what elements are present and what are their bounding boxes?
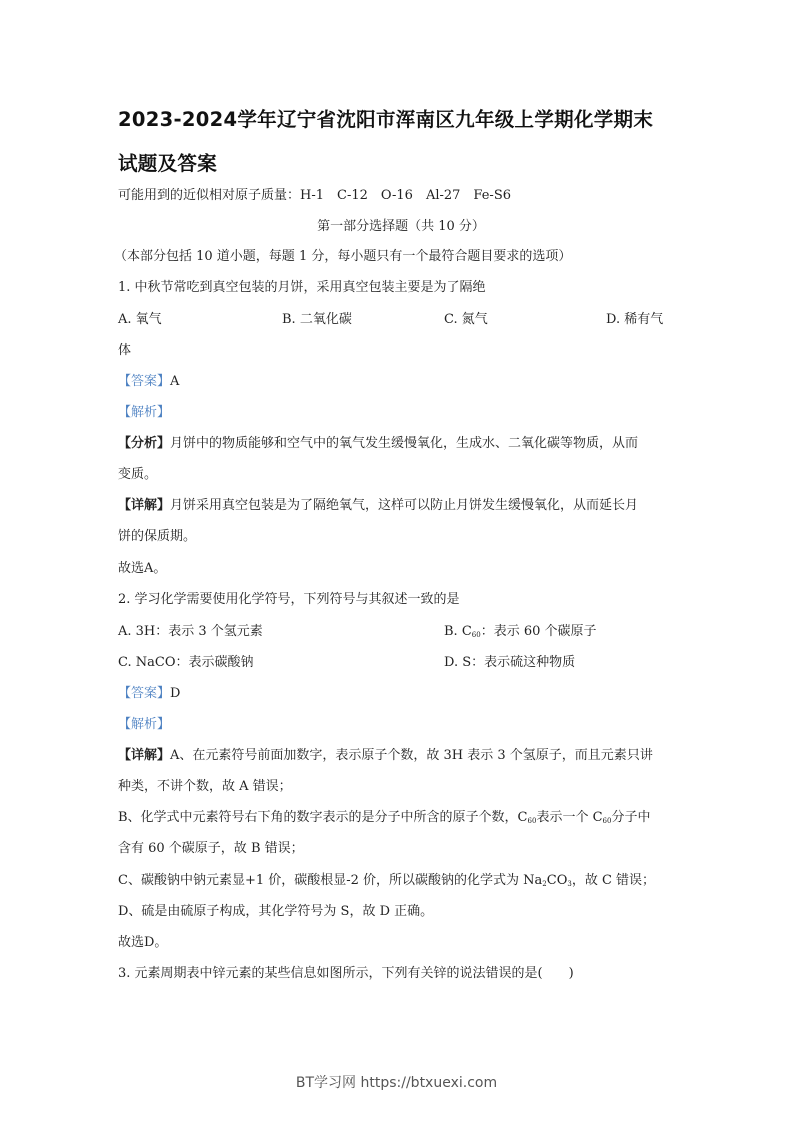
q1-stem: 1. 中秋节常吃到真空包装的月饼，采用真空包装主要是为了隔绝 bbox=[118, 280, 486, 295]
q1-detail-line2: 饼的保质期。 bbox=[118, 529, 197, 544]
q2-option-b-prefix: B. C bbox=[444, 624, 472, 639]
text: ，故 C 错误； bbox=[571, 873, 656, 888]
detail-label: 【详解】 bbox=[118, 748, 171, 763]
q1-option-a: A. 氧气 bbox=[118, 312, 162, 327]
detail-text: A、在元素符号前面加数字，表示原子个数，故 3H 表示 3 个氢原子，而且元素只讲 bbox=[170, 748, 653, 763]
q2-detail-c bbox=[118, 873, 655, 892]
q2-detail-a2: 种类，不讲个数，故 A 错误； bbox=[118, 779, 292, 794]
q1-answer bbox=[118, 374, 179, 390]
subscript: 2 bbox=[542, 880, 547, 888]
text: B、化学式中元素符号右下角的数字表示的是分子中所含的原子个数，C bbox=[118, 810, 528, 825]
q1-analysis-label: 【解析】 bbox=[118, 405, 171, 420]
q2-option-c: C. NaCO：表示碳酸钠 bbox=[118, 655, 254, 670]
q2-option-a: A. 3H：表示 3 个氢元素 bbox=[118, 624, 263, 639]
text: C、碳酸钠中钠元素显+1 价，碳酸根显-2 价，所以碳酸钠的化学式为 Na bbox=[118, 873, 543, 888]
q1-option-b: B. 二氧化碳 bbox=[282, 312, 352, 327]
q1-option-c: C. 氮气 bbox=[444, 312, 488, 327]
q3-stem: 3. 元素周期表中锌元素的某些信息如图所示，下列有关锌的说法错误的是( ) bbox=[118, 966, 574, 981]
q1-fenxi-line2: 变质。 bbox=[118, 467, 158, 482]
answer-value: D bbox=[170, 686, 181, 701]
q2-detail-a bbox=[118, 748, 653, 764]
answer-label: 【答案】 bbox=[118, 686, 171, 701]
q2-detail-d: D、硫是由硫原子构成，其化学符号为 S，故 D 正确。 bbox=[118, 904, 434, 919]
q2-detail-b2: 含有 60 个碳原子，故 B 错误； bbox=[118, 841, 304, 856]
answer-value: A bbox=[170, 374, 180, 389]
footer-watermark: BT学习网 https://btxuexi.com bbox=[295, 1075, 498, 1091]
subscript: 3 bbox=[567, 880, 572, 888]
q1-option-d: D. 稀有气 bbox=[606, 312, 664, 327]
text: CO bbox=[546, 873, 568, 888]
subscript: 60 bbox=[471, 631, 481, 639]
subscript: 60 bbox=[527, 817, 537, 825]
subscript: 60 bbox=[602, 817, 612, 825]
text: 分子中 bbox=[611, 810, 651, 825]
q2-conclusion: 故选D。 bbox=[118, 935, 168, 950]
document-title-line2: 试题及答案 bbox=[118, 152, 218, 175]
q2-answer bbox=[118, 686, 180, 702]
text: 表示一个 C bbox=[536, 810, 603, 825]
detail-text: 月饼采用真空包装是为了隔绝氧气，这样可以防止月饼发生缓慢氧化，从而延长月 bbox=[170, 498, 639, 513]
q2-stem: 2. 学习化学需要使用化学符号，下列符号与其叙述一致的是 bbox=[118, 592, 460, 607]
q2-detail-b1 bbox=[118, 810, 650, 829]
answer-label: 【答案】 bbox=[118, 374, 171, 389]
q1-option-wrap: 体 bbox=[118, 343, 132, 358]
fenxi-label: 【分析】 bbox=[118, 436, 171, 451]
q1-fenxi bbox=[118, 436, 638, 452]
section-note: （本部分包括 10 道小题，每题 1 分，每小题只有一个最符合题目要求的选项） bbox=[114, 249, 572, 264]
q1-detail bbox=[118, 498, 638, 514]
detail-label: 【详解】 bbox=[118, 498, 171, 513]
q2-analysis-label: 【解析】 bbox=[118, 717, 171, 732]
document-title-line1: 2023-2024学年辽宁省沈阳市浑南区九年级上学期化学期末 bbox=[118, 108, 654, 131]
fenxi-text: 月饼中的物质能够和空气中的氧气发生缓慢氧化，生成水、二氧化碳等物质，从而 bbox=[170, 436, 639, 451]
q2-option-b bbox=[444, 624, 597, 643]
atomic-masses: 可能用到的近似相对原子质量：H-1 C-12 O-16 Al-27 Fe-S6 bbox=[118, 188, 512, 203]
section-heading: 第一部分选择题（共 10 分） bbox=[317, 219, 485, 234]
q1-conclusion: 故选A。 bbox=[118, 561, 167, 576]
q2-option-b-suffix: ：表示 60 个碳原子 bbox=[480, 624, 597, 639]
q2-option-d: D. S：表示硫这种物质 bbox=[444, 655, 576, 670]
